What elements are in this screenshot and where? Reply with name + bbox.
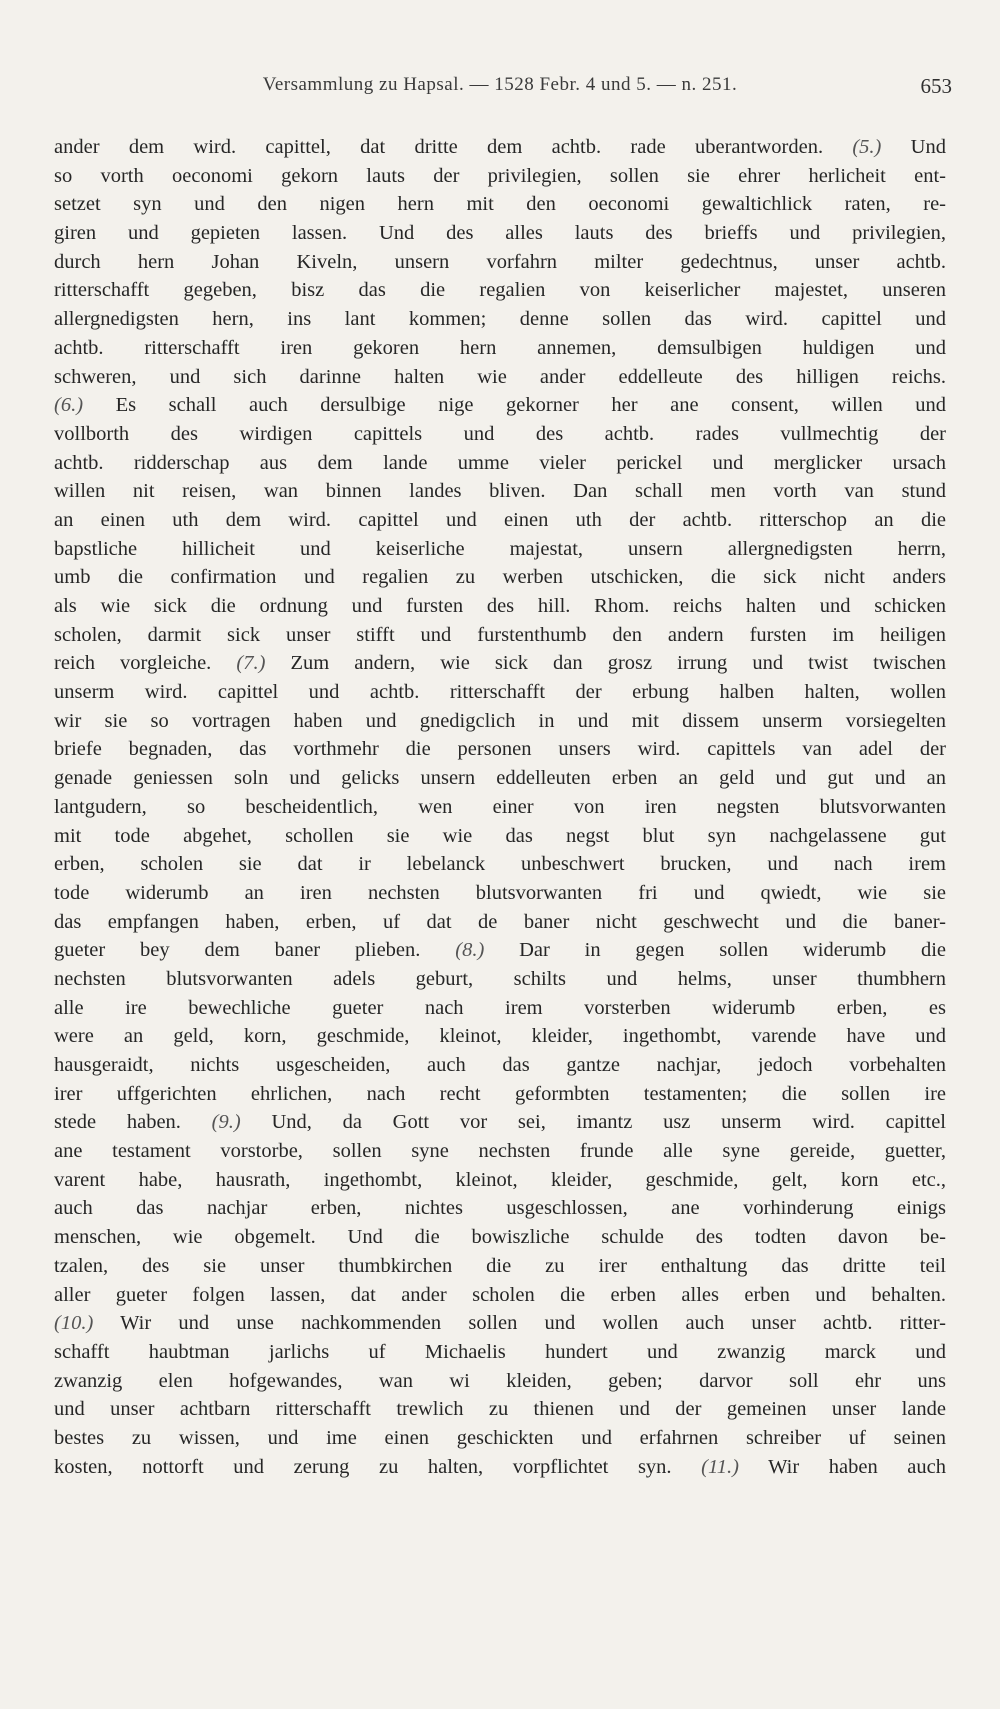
text-line: giren und gepieten lassen. Und des alles lauts des brieffs und privilegien, <box>54 222 946 245</box>
text-line: durch hern Johan Kiveln, unsern vorfahrn milter gedechtnus, unser achtb. <box>54 250 946 273</box>
text-line: scholen, darmit sick unser stifft und furstenthumb den andern fursten im heiligen <box>54 623 946 646</box>
section-marker: (6.) <box>54 394 84 417</box>
text-line: aller gueter folgen lassen, dat ander scholen die erben alles erben und behalten. <box>54 1283 946 1306</box>
text-line: so vorth oeconomi gekorn lauts der privilegien, sollen sie ehrer herlicheit ent- <box>54 164 946 187</box>
text-line <box>54 391 946 420</box>
text-line: lantgudern, so bescheidentlich, wen einer von iren negsten blutsvorwanten <box>54 795 946 818</box>
running-header <box>0 74 1000 104</box>
text-line: schweren, und sich darinne halten wie ander eddelleute des hilligen reichs. <box>54 365 946 388</box>
line-text: Dar in gegen sollen widerumb die <box>484 939 946 962</box>
text-line: willen nit reisen, wan binnen landes bliven. Dan schall men vorth van stund <box>54 480 946 503</box>
line-text: Wir und unse nachkommenden sollen und wollen auch unser achtb. ritter- <box>93 1312 946 1335</box>
text-line: vollborth des wirdigen capittels und des achtb. rades vullmechtig der <box>54 422 946 445</box>
body-text <box>54 133 946 1481</box>
line-text: ander dem wird. capittel, dat dritte dem achtb. rade uberantworden. <box>54 136 853 158</box>
text-line: bapstliche hillicheit und keiserliche majestat, unsern allergnedigsten herrn, <box>54 537 946 560</box>
text-line: bestes zu wissen, und ime einen geschickten und erfahrnen schreiber uf seinen <box>54 1426 946 1449</box>
line-text: gueter bey dem baner plieben. <box>54 939 456 962</box>
text-line: irer uffgerichten ehrlichen, nach recht geformbten testamenten; die sollen ire <box>54 1082 946 1105</box>
text-line: achtb. ridderschap aus dem lande umme vieler perickel und merglicker ursach <box>54 451 946 474</box>
text-line <box>54 1453 946 1482</box>
text-line: mit tode abgehet, schollen sie wie das negst blut syn nachgelassene gut <box>54 824 946 847</box>
text-line: tzalen, des sie unser thumbkirchen die zu irer enthaltung das dritte teil <box>54 1254 946 1277</box>
line-text: kosten, nottorft und zerung zu halten, vorpflichtet syn. <box>54 1455 702 1478</box>
text-line: zwanzig elen hofgewandes, wan wi kleiden, geben; darvor soll ehr uns <box>54 1369 946 1392</box>
line-text: Und <box>881 136 946 158</box>
text-line: schafft haubtman jarlichs uf Michaelis hundert und zwanzig marck und <box>54 1340 946 1363</box>
text-line: ane testament vorstorbe, sollen syne nechsten frunde alle syne gereide, guetter, <box>54 1140 946 1163</box>
text-line <box>54 133 946 162</box>
text-line: genade geniessen soln und gelicks unsern eddelleuten erben an geld und gut und an <box>54 767 946 790</box>
section-marker: (11.) <box>701 1455 739 1478</box>
text-line: ritterschafft gegeben, bisz das die regalien von keiserlicher majestet, unseren <box>54 279 946 302</box>
text-line: nechsten blutsvorwanten adels geburt, schilts und helms, unser thumbhern <box>54 967 946 990</box>
line-text: Es schall auch dersulbige nige gekorner her ane consent, willen und <box>83 394 946 417</box>
section-marker: (5.) <box>852 136 882 158</box>
text-line: erben, scholen sie dat ir lebelanck unbeschwert brucken, und nach irem <box>54 853 946 876</box>
text-line: tode widerumb an iren nechsten blutsvorwanten fri und qwiedt, wie sie <box>54 881 946 904</box>
text-line: achtb. ritterschafft iren gekoren hern annemen, demsulbigen huldigen und <box>54 336 946 359</box>
text-line <box>54 1108 946 1137</box>
text-line: auch das nachjar erben, nichtes usgeschlossen, ane vorhinderung einigs <box>54 1197 946 1220</box>
text-line: unserm wird. capittel und achtb. ritterschafft der erbung halben halten, wollen <box>54 681 946 704</box>
text-line: alle ire bewechliche gueter nach irem vorsterben widerumb erben, es <box>54 996 946 1019</box>
line-text: Und, da Gott vor sei, imantz usz unserm wird. capittel <box>240 1111 946 1134</box>
text-line: und unser achtbarn ritterschafft trewlich zu thienen und der gemeinen unser lande <box>54 1398 946 1421</box>
text-line: varent habe, hausrath, ingethombt, kleinot, kleider, geschmide, gelt, korn etc., <box>54 1168 946 1191</box>
text-line: wir sie so vortragen haben und gnedigclich in und mit dissem unserm vorsiegelten <box>54 709 946 732</box>
section-marker: (8.) <box>455 939 485 962</box>
line-text: Wir haben auch <box>738 1455 947 1478</box>
text-line: setzet syn und den nigen hern mit den oeconomi gewaltichlick raten, re- <box>54 193 946 216</box>
text-line: menschen, wie obgemelt. Und die bowiszliche schulde des todten davon be- <box>54 1226 946 1249</box>
section-marker: (9.) <box>211 1111 241 1134</box>
text-line <box>54 936 946 965</box>
line-text: stede haben. <box>54 1111 212 1134</box>
text-line: hausgeraidt, nichts usgescheiden, auch das gantze nachjar, jedoch vorbehalten <box>54 1054 946 1076</box>
text-line: umb die confirmation und regalien zu werben utschicken, die sick nicht anders <box>54 566 946 589</box>
text-line: an einen uth dem wird. capittel und einen uth der achtb. ritterschop an die <box>54 508 946 531</box>
text-line: als wie sick die ordnung und fursten des hill. Rhom. reichs halten und schicken <box>54 595 946 617</box>
section-marker: (7.) <box>236 652 266 675</box>
page-number: 653 <box>920 74 952 98</box>
text-line: allergnedigsten hern, ins lant kommen; denne sollen das wird. capittel und <box>54 308 946 331</box>
text-line: briefe begnaden, das vorthmehr die personen unsers wird. capittels van adel der <box>54 738 946 761</box>
line-text: reich vorgleiche. <box>54 652 237 675</box>
text-line: were an geld, korn, geschmide, kleinot, kleider, ingethombt, varende have und <box>54 1025 946 1048</box>
running-title: Versammlung zu Hapsal. — 1528 Febr. 4 und 5. — n. 251. <box>262 74 738 95</box>
line-text: Zum andern, wie sick dan grosz irrung und twist twischen <box>265 652 946 675</box>
text-line <box>54 1309 946 1338</box>
text-line <box>54 649 946 678</box>
section-marker: (10.) <box>54 1312 94 1335</box>
text-line: das empfangen haben, erben, uf dat de baner nicht geschwecht und die baner- <box>54 910 946 933</box>
